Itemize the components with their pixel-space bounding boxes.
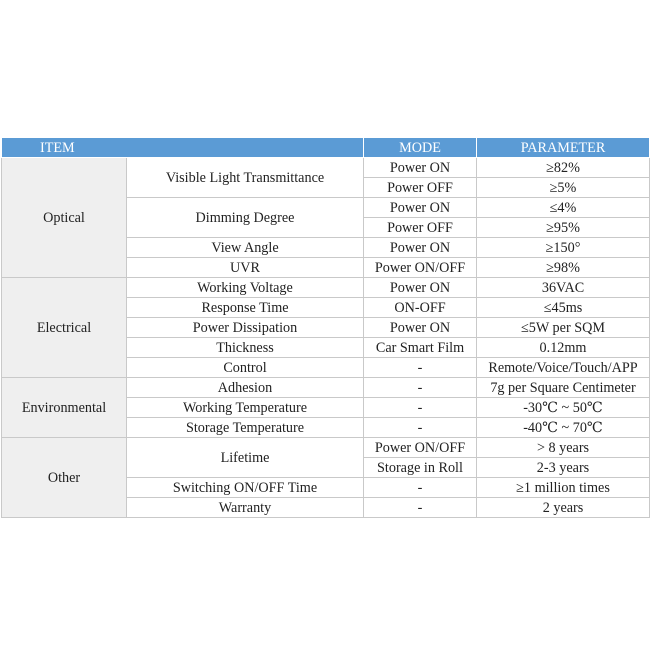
parameter-cell: ≥1 million times: [477, 478, 650, 498]
item-cell: Thickness: [127, 338, 364, 358]
mode-cell: Power ON: [364, 158, 477, 178]
table-row: [2, 438, 650, 458]
item-cell: Dimming Degree: [127, 198, 364, 238]
category-cell: Environmental: [2, 378, 127, 438]
spec-table-body: [2, 158, 650, 518]
parameter-cell: ≤5W per SQM: [477, 318, 650, 338]
table-row: [2, 378, 650, 398]
parameter-cell: 36VAC: [477, 278, 650, 298]
item-cell: View Angle: [127, 238, 364, 258]
mode-cell: -: [364, 358, 477, 378]
header-mode: MODE: [364, 138, 477, 158]
header-item: ITEM: [2, 138, 364, 158]
table-row: [2, 158, 650, 178]
parameter-cell: Remote/Voice/Touch/APP: [477, 358, 650, 378]
mode-cell: -: [364, 478, 477, 498]
item-cell: Visible Light Transmittance: [127, 158, 364, 198]
parameter-cell: ≥150°: [477, 238, 650, 258]
parameter-cell: -40℃ ~ 70℃: [477, 418, 650, 438]
item-cell: Control: [127, 358, 364, 378]
parameter-cell: 0.12mm: [477, 338, 650, 358]
mode-cell: -: [364, 418, 477, 438]
spec-table: [1, 137, 650, 518]
parameter-cell: ≥82%: [477, 158, 650, 178]
category-cell: Electrical: [2, 278, 127, 378]
mode-cell: Power ON: [364, 238, 477, 258]
item-cell: Working Voltage: [127, 278, 364, 298]
mode-cell: -: [364, 398, 477, 418]
mode-cell: Power ON/OFF: [364, 258, 477, 278]
item-cell: Lifetime: [127, 438, 364, 478]
mode-cell: Car Smart Film: [364, 338, 477, 358]
header-parameter: PARAMETER: [477, 138, 650, 158]
item-cell: Warranty: [127, 498, 364, 518]
spec-table-header: [2, 138, 650, 158]
item-cell: Adhesion: [127, 378, 364, 398]
item-cell: Response Time: [127, 298, 364, 318]
mode-cell: Storage in Roll: [364, 458, 477, 478]
mode-cell: ON-OFF: [364, 298, 477, 318]
parameter-cell: ≥95%: [477, 218, 650, 238]
item-cell: Switching ON/OFF Time: [127, 478, 364, 498]
parameter-cell: > 8 years: [477, 438, 650, 458]
item-cell: Storage Temperature: [127, 418, 364, 438]
mode-cell: Power OFF: [364, 218, 477, 238]
parameter-cell: ≥5%: [477, 178, 650, 198]
header-row: [2, 138, 650, 158]
parameter-cell: ≤45ms: [477, 298, 650, 318]
mode-cell: Power ON: [364, 278, 477, 298]
mode-cell: -: [364, 378, 477, 398]
parameter-cell: 2 years: [477, 498, 650, 518]
parameter-cell: ≥98%: [477, 258, 650, 278]
mode-cell: Power ON/OFF: [364, 438, 477, 458]
item-cell: UVR: [127, 258, 364, 278]
parameter-cell: -30℃ ~ 50℃: [477, 398, 650, 418]
mode-cell: Power OFF: [364, 178, 477, 198]
parameter-cell: ≤4%: [477, 198, 650, 218]
mode-cell: Power ON: [364, 318, 477, 338]
parameter-cell: 2-3 years: [477, 458, 650, 478]
item-cell: Power Dissipation: [127, 318, 364, 338]
category-cell: Other: [2, 438, 127, 518]
mode-cell: -: [364, 498, 477, 518]
category-cell: Optical: [2, 158, 127, 278]
mode-cell: Power ON: [364, 198, 477, 218]
table-row: [2, 278, 650, 298]
item-cell: Working Temperature: [127, 398, 364, 418]
parameter-cell: 7g per Square Centimeter: [477, 378, 650, 398]
